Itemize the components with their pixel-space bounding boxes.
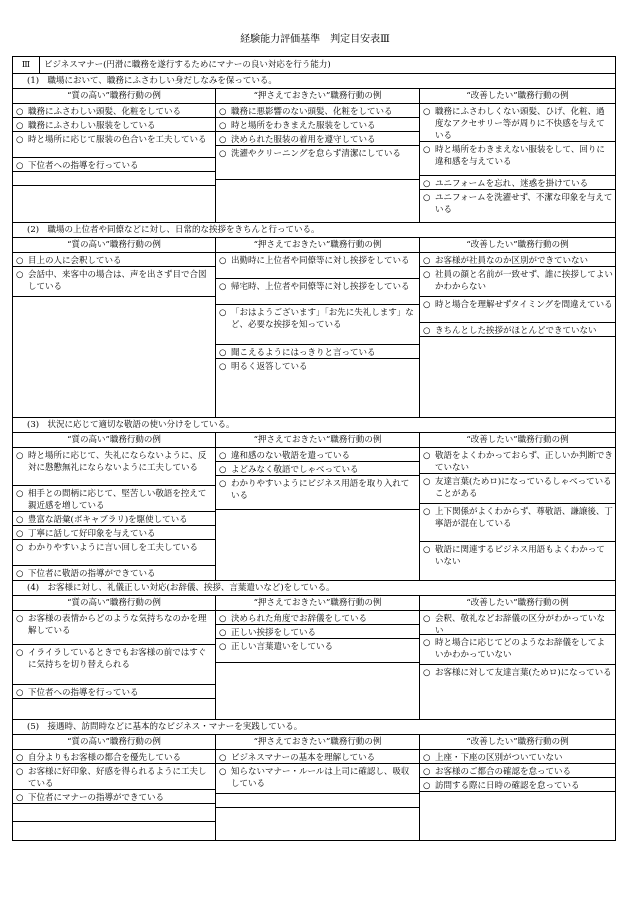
- circle-marker-icon: ○: [423, 193, 431, 203]
- behavior-text: 職務にふさわしい頭髪、化粧をしている: [28, 107, 182, 117]
- circle-marker-icon: ○: [219, 149, 227, 159]
- improvement-column: [420, 448, 615, 580]
- empty-row: [13, 822, 215, 840]
- circle-marker-icon: ○: [219, 642, 227, 652]
- circle-marker-icon: ○: [219, 753, 227, 763]
- behavior-text: 社員の顔と名前が一致せず、誰に挨拶してよいかわからない: [435, 270, 613, 292]
- basic-column: [216, 448, 420, 580]
- section-body: [13, 104, 615, 223]
- circle-marker-icon: ○: [219, 614, 227, 624]
- circle-marker-icon: ○: [219, 308, 227, 318]
- behavior-item: [216, 764, 419, 794]
- column-header: “押さえておきたい”職務行動の例: [216, 238, 420, 252]
- column-header: “質の高い”職務行動の例: [13, 735, 216, 749]
- column-header-row: [13, 89, 615, 104]
- circle-marker-icon: ○: [219, 628, 227, 638]
- behavior-item: [13, 267, 215, 297]
- empty-row: [13, 699, 215, 719]
- circle-marker-icon: ○: [16, 256, 24, 266]
- improvement-column: [420, 750, 615, 840]
- circle-marker-icon: ○: [423, 300, 431, 310]
- circle-marker-icon: ○: [16, 451, 24, 461]
- behavior-text: 職務にふさわしい服装をしている: [28, 121, 156, 131]
- behavior-text: 時と場合を理解せずタイミングを間違えている: [435, 300, 613, 310]
- behavior-item: [420, 474, 615, 504]
- circle-marker-icon: ○: [219, 135, 227, 145]
- behavior-item: [13, 132, 215, 158]
- circle-marker-icon: ○: [16, 767, 24, 777]
- section-body: [13, 611, 615, 720]
- circle-marker-icon: ○: [423, 145, 431, 155]
- column-header-row: [13, 735, 615, 750]
- circle-marker-icon: ○: [423, 179, 431, 189]
- circle-marker-icon: ○: [16, 688, 24, 698]
- behavior-item: [216, 253, 419, 279]
- empty-row: [216, 180, 419, 198]
- column-header: “改善したい”職務行動の例: [466, 435, 569, 445]
- behavior-text: 違和感のない敬語を遣っている: [231, 451, 351, 461]
- behavior-item: [216, 305, 419, 345]
- behavior-text: 時と場所に応じて、失礼にならないように、反対に慇懃無礼にならないように工夫している: [28, 451, 207, 473]
- behavior-item: [13, 645, 215, 685]
- behavior-item: [216, 132, 419, 146]
- circle-marker-icon: ○: [219, 121, 227, 131]
- behavior-text: 決められた服装の着用を遵守している: [231, 135, 376, 145]
- behavior-item: [13, 104, 215, 118]
- behavior-text: ユニフォームを忘れ、迷惑を掛けている: [435, 179, 589, 189]
- circle-marker-icon: ○: [423, 545, 431, 555]
- column-header: “改善したい”職務行動の例: [466, 91, 569, 101]
- empty-row: [13, 186, 215, 198]
- behavior-text: 自分よりもお客様の都合を優先している: [28, 753, 182, 763]
- column-header: “質の高い”職務行動の例: [13, 238, 216, 252]
- column-header: “改善したい”職務行動の例: [466, 598, 569, 608]
- behavior-text: 時と場所をわきまえた服装をしている: [231, 121, 376, 131]
- empty-row: [216, 808, 419, 840]
- behavior-item: [420, 504, 615, 542]
- behavior-text: 下位者への指導を行っている: [28, 161, 139, 171]
- behavior-item: [216, 611, 419, 625]
- behavior-item: [420, 611, 615, 635]
- circle-marker-icon: ○: [16, 753, 24, 763]
- behavior-item: [420, 750, 615, 764]
- circle-marker-icon: ○: [16, 793, 24, 803]
- circle-marker-icon: ○: [219, 479, 227, 489]
- behavior-text: 豊富な語彙(ボキャブラリ)を駆使している: [28, 515, 188, 525]
- category-number: Ⅲ: [13, 57, 40, 73]
- empty-row: [216, 510, 419, 580]
- behavior-text: 時と場合に応じてどのようなお辞儀をしてよいかわかっていない: [435, 638, 606, 660]
- basic-column: [216, 253, 420, 417]
- circle-marker-icon: ○: [423, 781, 431, 791]
- behavior-item: [216, 639, 419, 663]
- column-header: “押さえておきたい”職務行動の例: [216, 433, 420, 447]
- behavior-text: 正しい挨拶をしている: [231, 628, 317, 638]
- behavior-text: 洗濯やクリーニングを怠らず清潔にしている: [231, 149, 401, 159]
- circle-marker-icon: ○: [16, 121, 24, 131]
- section-title: (5) 接遇時、訪問時などに基本的なビジネス・マナーを実践している。: [13, 720, 615, 735]
- behavior-item: [13, 566, 215, 580]
- circle-marker-icon: ○: [16, 270, 24, 280]
- circle-marker-icon: ○: [219, 465, 227, 475]
- circle-marker-icon: ○: [219, 256, 227, 266]
- category-header: [13, 57, 615, 74]
- behavior-item: [216, 359, 419, 373]
- circle-marker-icon: ○: [219, 348, 227, 358]
- circle-marker-icon: ○: [423, 753, 431, 763]
- behavior-text: イライラしているときでもお客様の前ではすぐに気持ちを切り替えられる: [28, 648, 207, 670]
- behavior-item: [13, 512, 215, 526]
- behavior-text: 下位者への指導を行っている: [28, 688, 139, 698]
- empty-row: [13, 172, 215, 186]
- behavior-text: ユニフォームを洗濯せず、不潔な印象を与えている: [435, 193, 613, 215]
- column-header: “質の高い”職務行動の例: [13, 596, 216, 610]
- behavior-text: 相手との間柄に応じて、堅苦しい敬語を控えて親近感を増している: [28, 489, 207, 511]
- column-header: “押さえておきたい”職務行動の例: [216, 735, 420, 749]
- section-title: (4) お客様に対し、礼儀正しい対応(お辞儀、挨拶、言葉遣いなど)をしている。: [13, 581, 615, 596]
- circle-marker-icon: ○: [219, 282, 227, 292]
- behavior-text: 敬語をよくわかっておらず、正しいか判断できていない: [435, 451, 613, 473]
- behavior-text: 時と場所に応じて服装の色合いを工夫している: [28, 135, 207, 145]
- behavior-item: [420, 190, 615, 222]
- behavior-item: [216, 476, 419, 510]
- behavior-text: 下位者にマナーの指導ができている: [28, 793, 165, 803]
- circle-marker-icon: ○: [423, 767, 431, 777]
- behavior-text: お客様の表情からどのような気持ちなのかを理解している: [28, 614, 207, 636]
- circle-marker-icon: ○: [16, 489, 24, 499]
- behavior-item: [420, 323, 615, 337]
- behavior-text: 時と場所をわきまえない服装をして、回りに違和感を与えている: [435, 145, 605, 167]
- behavior-text: 「おはようございます」「お先に失礼します」など、必要な挨拶を知っている: [231, 308, 414, 330]
- circle-marker-icon: ○: [423, 451, 431, 461]
- circle-marker-icon: ○: [16, 543, 24, 553]
- category-title: ビジネスマナー(円滑に職務を遂行するためにマナーの良い対応を行う能力): [44, 60, 331, 70]
- behavior-item: [13, 790, 215, 804]
- behavior-item: [13, 448, 215, 486]
- column-header: “改善したい”職務行動の例: [466, 737, 569, 747]
- improvement-column: [420, 104, 615, 222]
- behavior-text: 下位者に敬語の指導ができている: [28, 569, 156, 579]
- column-header-row: [13, 596, 615, 611]
- column-header-row: [13, 433, 615, 448]
- behavior-item: [13, 611, 215, 645]
- behavior-text: 正しい言葉遣いをしている: [231, 642, 334, 652]
- basic-column: [216, 750, 420, 840]
- circle-marker-icon: ○: [423, 614, 431, 624]
- circle-marker-icon: ○: [16, 107, 24, 117]
- high-quality-column: [13, 448, 216, 580]
- behavior-item: [420, 635, 615, 665]
- improvement-column: [420, 253, 615, 417]
- behavior-item: [420, 665, 615, 695]
- high-quality-column: [13, 611, 216, 719]
- empty-row: [420, 337, 615, 373]
- circle-marker-icon: ○: [423, 668, 431, 678]
- circle-marker-icon: ○: [423, 477, 431, 487]
- behavior-item: [216, 345, 419, 359]
- circle-marker-icon: ○: [219, 362, 227, 372]
- empty-row: [13, 804, 215, 822]
- section-title: (2) 職場の上位者や同僚などに対し、日常的な挨拶をきちんと行っている。: [13, 223, 615, 238]
- behavior-item: [13, 253, 215, 267]
- behavior-text: 上下関係がよくわからず、尊敬語、謙譲後、丁寧語が混在している: [435, 507, 613, 529]
- column-header: “質の高い”職務行動の例: [13, 89, 216, 103]
- behavior-item: [216, 146, 419, 180]
- empty-row: [420, 792, 615, 840]
- behavior-text: 職務にふさわしくない頭髪、ひげ、化粧、過度なアクセサリー等が周りに不快感を与えている: [435, 107, 605, 141]
- column-header: “押さえておきたい”職務行動の例: [216, 596, 420, 610]
- behavior-item: [216, 118, 419, 132]
- behavior-text: きちんとした挨拶がほとんどできていない: [435, 326, 597, 336]
- behavior-item: [216, 279, 419, 305]
- behavior-text: 知らないマナー・ルールは上司に確認し、吸収している: [231, 767, 410, 789]
- behavior-text: 会釈、敬礼などお辞儀の区分がわかっていない: [435, 614, 606, 635]
- circle-marker-icon: ○: [423, 270, 431, 280]
- behavior-text: わかりやすいようにビジネス用語を取り入れている: [231, 479, 410, 501]
- high-quality-column: [13, 750, 216, 840]
- behavior-item: [420, 176, 615, 190]
- behavior-item: [216, 750, 419, 764]
- behavior-item: [216, 625, 419, 639]
- section-body: [13, 253, 615, 418]
- behavior-text: お客様のご都合の確認を怠っている: [435, 767, 572, 777]
- section-body: [13, 448, 615, 581]
- circle-marker-icon: ○: [16, 614, 24, 624]
- behavior-text: 会話中、来客中の場合は、声を出さず目で合図している: [28, 270, 207, 292]
- column-header-row: [13, 238, 615, 253]
- high-quality-column: [13, 253, 216, 417]
- circle-marker-icon: ○: [16, 135, 24, 145]
- behavior-text: お客様が社員なのか区別ができていない: [435, 256, 589, 266]
- behavior-item: [13, 158, 215, 172]
- empty-row: [13, 297, 215, 417]
- circle-marker-icon: ○: [219, 451, 227, 461]
- circle-marker-icon: ○: [16, 529, 24, 539]
- behavior-item: [13, 540, 215, 566]
- behavior-item: [420, 764, 615, 778]
- behavior-item: [420, 778, 615, 792]
- behavior-text: お客様に好印象、好感を得られるように工夫している: [28, 767, 207, 789]
- behavior-text: 帰宅時、上位者や同僚等に対し挨拶をしている: [231, 282, 410, 292]
- circle-marker-icon: ○: [16, 569, 24, 579]
- circle-marker-icon: ○: [423, 638, 431, 648]
- circle-marker-icon: ○: [423, 107, 431, 117]
- behavior-item: [420, 448, 615, 474]
- empty-row: [216, 794, 419, 808]
- behavior-item: [420, 142, 615, 176]
- empty-row: [216, 663, 419, 719]
- behavior-item: [13, 526, 215, 540]
- circle-marker-icon: ○: [423, 326, 431, 336]
- circle-marker-icon: ○: [219, 107, 227, 117]
- behavior-text: 訪問する際に日時の確認を怠っている: [435, 781, 580, 791]
- section-title: (3) 状況に応じて適切な敬語の使い分けをしている。: [13, 418, 615, 433]
- behavior-text: 出勤時に上位者や同僚等に対し挨拶をしている: [231, 256, 410, 266]
- basic-column: [216, 104, 420, 222]
- behavior-text: 上座・下座の区別がついていない: [435, 753, 563, 763]
- behavior-item: [13, 764, 215, 790]
- circle-marker-icon: ○: [423, 256, 431, 266]
- behavior-item: [13, 486, 215, 512]
- behavior-item: [420, 253, 615, 267]
- behavior-item: [13, 685, 215, 699]
- behavior-text: 明るく返答している: [231, 362, 308, 372]
- evaluation-table: [12, 56, 616, 841]
- document-title: 経験能力評価基準 判定目安表Ⅲ: [240, 34, 390, 45]
- circle-marker-icon: ○: [16, 515, 24, 525]
- behavior-item: [420, 297, 615, 323]
- circle-marker-icon: ○: [423, 507, 431, 517]
- behavior-text: 決められた角度でお辞儀をしている: [231, 614, 368, 624]
- column-header: “質の高い”職務行動の例: [13, 433, 216, 447]
- section-title: (1) 職場において、職務にふさわしい身だしなみを保っている。: [13, 74, 615, 89]
- behavior-text: 目上の人に会釈している: [28, 256, 122, 266]
- behavior-item: [216, 462, 419, 476]
- behavior-item: [13, 118, 215, 132]
- circle-marker-icon: ○: [219, 767, 227, 777]
- behavior-item: [420, 104, 615, 142]
- behavior-text: わかりやすいように言い回しを工夫している: [28, 543, 199, 553]
- behavior-text: 友達言葉(ためロ)になっているしゃべっていることがある: [435, 477, 612, 499]
- behavior-text: 敬語に関連するビジネス用語もよくわかっていない: [435, 545, 605, 567]
- behavior-item: [216, 104, 419, 118]
- circle-marker-icon: ○: [16, 648, 24, 658]
- improvement-column: [420, 611, 615, 719]
- behavior-item: [420, 542, 615, 580]
- column-header: “改善したい”職務行動の例: [466, 240, 569, 250]
- behavior-item: [13, 750, 215, 764]
- behavior-text: よどみなく敬語でしゃべっている: [231, 465, 359, 475]
- behavior-item: [420, 267, 615, 297]
- behavior-item: [216, 448, 419, 462]
- basic-column: [216, 611, 420, 719]
- circle-marker-icon: ○: [16, 161, 24, 171]
- section-body: [13, 750, 615, 840]
- column-header: “押さえておきたい”職務行動の例: [216, 89, 420, 103]
- behavior-text: ビジネスマナーの基本を理解している: [231, 753, 376, 763]
- behavior-text: お客様に対して友達言葉(ためロ)になっている: [435, 668, 612, 678]
- behavior-text: 聞こえるようにはっきりと言っている: [231, 348, 376, 358]
- behavior-text: 職務に悪影響のない頭髪、化粧をしている: [231, 107, 393, 117]
- high-quality-column: [13, 104, 216, 222]
- behavior-text: 丁寧に話して好印象を与えている: [28, 529, 156, 539]
